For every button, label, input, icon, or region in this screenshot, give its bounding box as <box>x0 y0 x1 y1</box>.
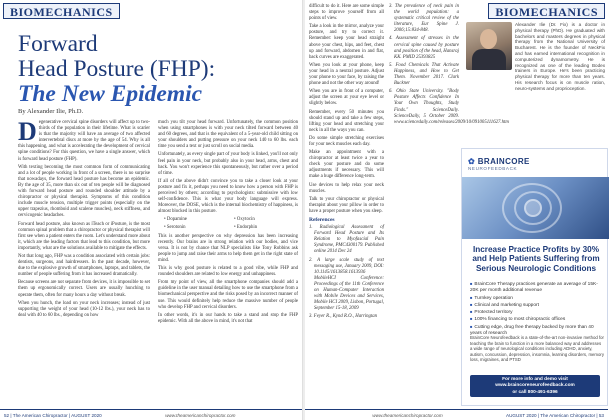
paragraph: When you hunch, the load on your neck increases; instead of just supporting the weight of your head (10-12 lbs.), your neck has to deal with 40 to 60 lbs., depending on how <box>18 300 150 318</box>
braincore-advertisement[interactable] <box>461 148 608 406</box>
right-page <box>305 0 608 420</box>
left-page <box>0 0 303 420</box>
paragraph: Unfortunately, as every single part of your body is linked, you'll not only feel pain in your neck, but probably also in your head, arms, chest and back. You won't experience this spontaneously, but rather over a period of time. <box>158 152 298 176</box>
article-column-3 <box>309 4 384 406</box>
references-heading: References <box>309 217 335 223</box>
list-item: • Dopamine <box>164 217 187 223</box>
ad-brain-image <box>462 177 609 239</box>
byline: By Alexander Ilie, Ph.D. <box>18 108 84 115</box>
list-item: • Serotonin <box>164 224 186 230</box>
ad-bullet: ■ BrainCore Therapy practices generate an average of 15K-20K per month additional revenue <box>470 281 604 295</box>
paragraph: Do some simple stretching exercises for your neck muscles each day. <box>309 135 384 147</box>
paragraph: Use devices to help relax your neck muscles. <box>309 182 384 194</box>
paragraph: From my point of view, all the smartphone companies should add a guideline in the user manual detailing how to use the smartphone from a biomechanical perspective and the risks posed by an incorrect manner of use. This would definitely help reduce the massive number of people who develop FHP and cervical disorders. <box>158 280 298 310</box>
paragraph: Forward head posture, also known as iTeach or iPosture, is the most common spinal problem that a chiropractor or physical therapist will first see when a patient enters the room. Let's understand more about it, which are the leading factors that lead to this condition, but more importantly, what are the solutions available to mitigate the effects. <box>18 221 150 251</box>
reference-item: 3. The prevalence of neck pain in the world population: a systematic critical review of the literature, Eur Spine J. 2006;15:834-848. <box>389 4 459 34</box>
section-tag: BIOMECHANICS <box>3 3 120 19</box>
paragraph: When you look at your phone, keep your head in a neutral posture. Adjust your phone to your face, by raising the phone and not the other way around! <box>309 62 384 87</box>
paragraph: Make an appointment with a chiropractor at least twice a year to check your posture and do some adjustments if necessary. This will make a huge difference long-term. <box>309 150 384 180</box>
list-item: • Oxytocin <box>234 217 255 223</box>
page-footer-right <box>305 409 608 420</box>
article-title <box>18 32 298 107</box>
page-footer-left <box>0 409 303 420</box>
reference-item: 1. Radiological Assessment of Forward Head Posture and Its Relation to Myofascial Pain Syndrome, PMC4300179. Published online 2014 Dec 24 <box>309 225 384 255</box>
title-line-2: Head Posture (FHP): <box>18 56 216 82</box>
ad-bullet: ■ Protected territory <box>470 309 604 316</box>
paragraph: much you tilt your head forward. Unfortunately, the common position when using smartphones is with your neck tilted forward between 40 and 60 degrees, and that is the equivalent of a 5-year-old child sitting on your shoulders and putting pressure on your neck 140 to 60 lbs. each time you send a text or just scroll on social media. <box>158 120 298 150</box>
paragraph: If all of the above didn't convince you to take a closer look at your posture and fix it, perhaps you need to know how a person with FHP is perceived by others; according to psychologists: submissive with low self-confidence. This is what your body language will express. Moreover, the DOSE, which is the internal biochemistry of happiness, is almost blocked in this posture. <box>158 178 298 215</box>
author-photo <box>466 22 512 70</box>
ad-cta-text: For more info and demo visit <box>502 377 568 382</box>
reference-item: 4. Assessment of stresses in the cervical spine caused by posture and position of the head, Hansraj KK. PMID 25393825 <box>389 36 459 60</box>
ad-headline: Increase Practice Profits by 30% and Help Patients Suffering from Serious Neurologic Conditions <box>472 245 600 273</box>
paragraph: difficult to do it. Here are some simple steps to improve yourself from all points of view. <box>309 4 384 22</box>
references-list <box>309 225 384 320</box>
dropcap: D <box>18 117 37 146</box>
article-column-2 <box>158 120 298 408</box>
dose-list <box>164 217 298 230</box>
ad-cta-box[interactable] <box>470 375 600 397</box>
section-tag: BIOMECHANICS <box>488 3 605 19</box>
ad-bullet: ■ Clinical and marketing support <box>470 302 604 309</box>
paragraph: This is why good posture is related to a good vibe, while FHP and rounded shoulders are related to low energy and unhappiness. <box>158 266 298 278</box>
references-column <box>389 4 509 144</box>
ad-cta-url[interactable]: www.braincoreneurofeedback.com <box>495 383 575 389</box>
ad-cta-phone[interactable]: or call 800-491-6396 <box>512 389 558 395</box>
author-bio: Alexander Ilie (Dr. Fix) is a doctor in physical therapy (PhD). He graduated with bachelors and masters degrees in physical therapy from the National University of Bucharest. He is the founder of NeckFix and has earned international recognition in computerized dynamometry. He is recognized as one of the leading Bodex trainers in Europe. He's been practicing physical therapy for more than ten years. His research focus is on muscle ration, neuro-systems and proprioception. <box>515 22 605 91</box>
reference-item: 3. Feyer R., Kynd R.O., Harringtan <box>309 314 378 320</box>
paragraph: Take a look in the mirror, analyze your posture, and try to correct it. Remember: keep your head straight above your chest, hips, and feet, chest up and forward, abdomen in and flat, back curves are exaggerated. <box>309 24 384 60</box>
references-list <box>389 4 509 126</box>
ad-bullet: ■ Turnkey operation <box>470 295 604 302</box>
author-photo-head <box>480 29 497 49</box>
footer-url[interactable]: www.theamericanchiropractor.com <box>165 412 236 418</box>
footer-folio: AUGUST 2020 | The American Chiropractor | 53 <box>506 412 604 418</box>
ad-description: BrainCore Neurofeedback is a state-of-the-art non-invasive method for teaching the brain to function in a more balanced way and addresses a wide range of neurological conditions including ADHD, anxiety, autism, concussion, depression, insomnia, learning disorders, memory loss, migraines, and PTSD <box>470 335 604 362</box>
paragraph: Not that long ago, FHP was a condition associated with certain jobs: dentists, surgeons, and hairdressers. In the past decade, however, due to the explosive growth of smartphones, laptops, and tablets, the number of people suffering from it has increased dramatically. <box>18 253 150 278</box>
reference-item: 2. A large scale study of text messaging use, January 2009, DOI: 10.1145/1613858.1613936 MobileHCI Conference: Proceedings of the 11th Conference on Human-Computer Interaction with Mobile Devices and Services, Mobile HCI 2009, Lisbon, Portugal, September 15-18, 2009 <box>309 257 384 312</box>
paragraph: When you are in front of a computer, adjust the screen at your eye level or slightly below. <box>309 89 384 107</box>
list-item: • Endorphin <box>234 224 258 230</box>
brain-icon: ✿ <box>468 157 476 166</box>
reference-item: 6. Ohio State University. "Body Posture Affects Confidence In Your Own Thoughts, Study Finds." ScienceDaily. ScienceDaily, 5 October 2009. www.sciencedaily.com/releases/2009/10/091005111627.htm <box>389 89 509 125</box>
paragraph: With texting becoming the most common form of communicating and a lot of people working in front of a screen, there is no surprise that nowadays, the forward head posture has become an epidemic. By the age of 35, more than six out of ten people will be diagnosed with forward head posture and rounded shoulder attitude by a chiropractor or physical therapist. Symptoms of this condition include muscle tension, multiple trigger points (especially on the upper trapezius, rhomboid and scalene muscles), neck stiffness, and cervicogenic headaches. <box>18 164 150 219</box>
paragraph: Talk to your chiropractor or physical therapist about your pillow in order to have a proper posture when you sleep. <box>309 196 384 214</box>
paragraph: This is another perspective on why depression has been increasing recently. Our brains are in strong relation with our bodies, and vice versa. It is not by chance that NLP specialists like Tony Robbins ask people to jump and raise their arms to help them get in the right state of mind. <box>158 233 298 263</box>
ad-bullet: ■ Cutting edge, drug free therapy backed by more than 40 years of research <box>470 324 604 338</box>
paragraph: Because screens are not separate from devices, it is impossible to set them up ergonomically correct. Users are usually hunching to operate them, often for many hours a day without break. <box>18 280 150 298</box>
paragraph: Remember, every 50 minutes you should stand up and take a few steps, lifting your head and stretching your neck in all the ways you can. <box>309 109 384 133</box>
article-column-1 <box>18 117 150 408</box>
ad-bullet: ■ 100% financing to most chiropractic offices <box>470 316 604 323</box>
paragraph: Degenerative cervical spine disorders will affect up to two-thirds of the population in their lifetime. What is scarier is that the majority will have an average of two affected intervertebral discs at more by the age of 54. Why is all this happening, and what is accelerating the development of cervical spine conditions? For this question, we have a single answer, which is forward head posture (FHP). <box>18 117 150 162</box>
footer-folio: 52 | The American Chiropractor | AUGUST 2020 <box>4 412 102 418</box>
title-line-1: Forward <box>18 31 98 57</box>
ad-logo-sub: NEUROFEEDBACK <box>468 166 518 171</box>
title-line-3: The New Epidemic <box>18 81 203 107</box>
paragraph: In other words, it's in our hands to take a stand and stop the FHP epidemic. With all the above in mind, it's not that <box>158 312 298 324</box>
footer-url[interactable]: www.theamericanchiropractor.com <box>372 412 443 418</box>
author-photo-body <box>472 49 506 70</box>
ad-bullet-list <box>470 281 604 337</box>
ad-logo: ✿ BRAINCORE NEUROFEEDBACK <box>468 157 530 171</box>
reference-item: 5. Food Chemicals That Activate Happiness, and How to Get Them. November 2017. Clark Buckner <box>389 62 459 87</box>
